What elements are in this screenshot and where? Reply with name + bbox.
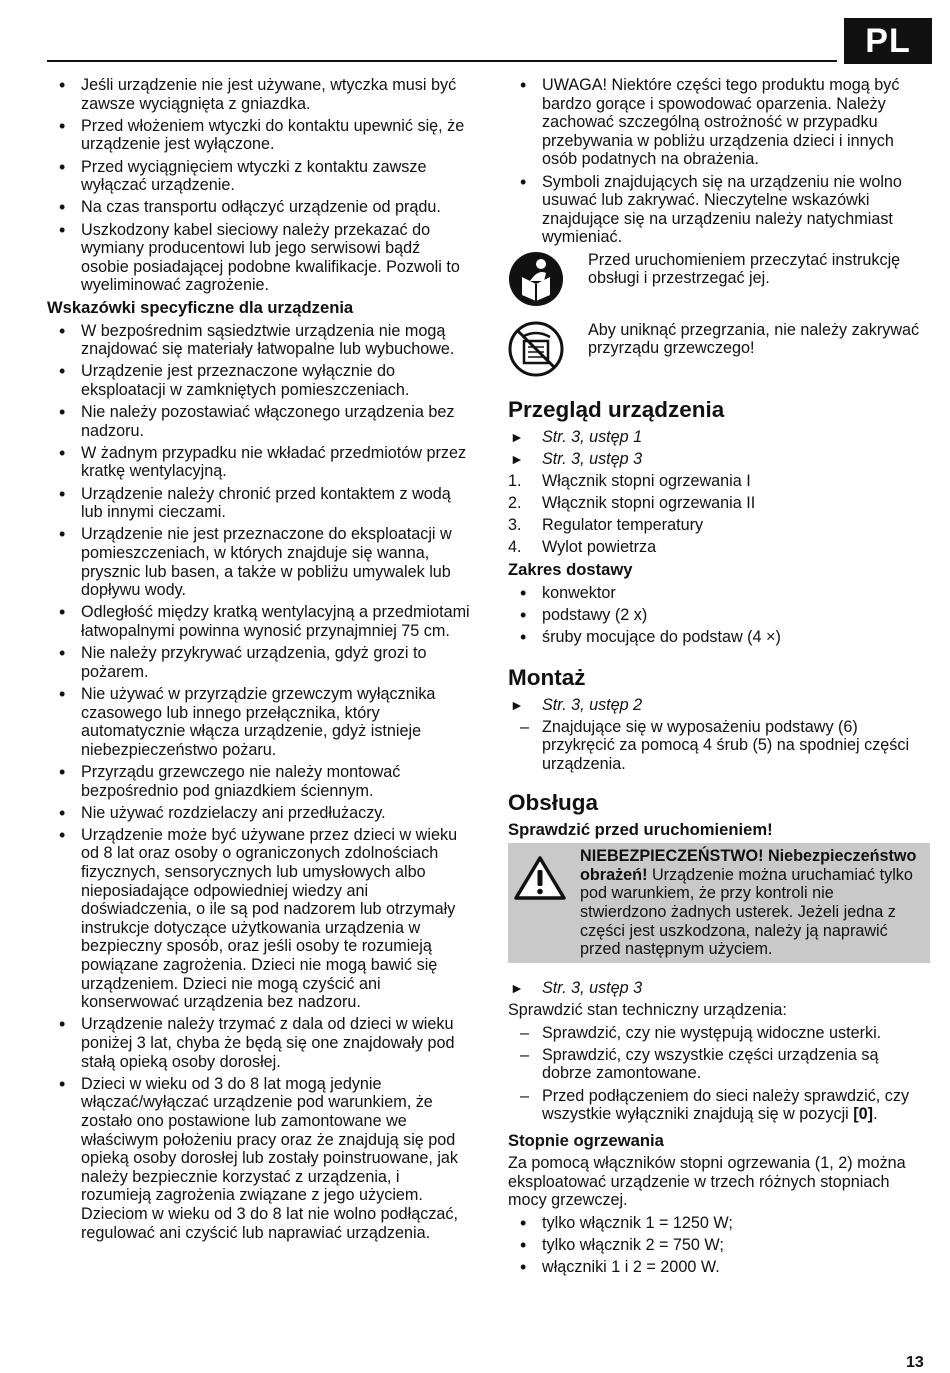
specific-notes-heading: Wskazówki specyficzne dla urządzenia [47,297,354,317]
list-item: • Nie używać rozdzielaczy ani przedłużaczy. [47,804,472,823]
operation-title: Obsługa [508,789,599,815]
check-intro: Sprawdzić stan techniczny urządzenia: [508,1000,787,1019]
heating-levels-intro: Za pomocą włączników stopni ogrzewania (1, 2) można eksploatować urządzenie w trzech różnych stopniach mocy grzewczej. [508,1154,906,1210]
list-item: – Przed podłączeniem do sieci należy sprawdzić, czy wszystkie wyłączniki znajdują się w pozycji [0]. [508,1087,930,1124]
heating-levels-heading: Stopnie ogrzewania [508,1130,664,1150]
header-rule [47,60,837,62]
list-item: – Sprawdzić, czy wszystkie części urządzenia są dobrze zamontowane. [508,1046,930,1083]
overview-refs [508,428,930,469]
list-item: • W żadnym przypadku nie wkładać przedmiotów przez kratkę wentylacyjną. [47,444,472,481]
list-item: • Nie używać w przyrządzie grzewczym wyłącznika czasowego lub innego przełącznika, który automatycznie włącza urządzenie, gdyż istnieje niebezpieczeństwo pożaru. [47,685,472,759]
list-item: • Przed wyciągnięciem wtyczki z kontaktu zawsze wyłączać urządzenie. [47,158,472,195]
specific-notes-list [47,322,472,1243]
operation-refs [508,979,930,998]
list-item: • Nie należy przykrywać urządzenia, gdyż grozi to pożarem. [47,644,472,681]
list-item: • konwektor [508,584,930,603]
symbol-read-manual [508,251,930,307]
check-list [508,1024,930,1124]
read-manual-icon [508,251,564,307]
list-item: • śruby mocujące do podstaw (4 ×) [508,628,930,647]
list-item: 4. Wylot powietrza [508,538,657,557]
figure-reference: ► Str. 3, ustęp 2 [508,696,930,715]
delivery-heading: Zakres dostawy [508,560,633,580]
figure-reference: ► Str. 3, ustęp 3 [508,979,930,998]
list-item: • Urządzenie należy chronić przed kontaktem z wodą lub innymi cieczami. [47,485,472,522]
list-item: 3. Regulator temperatury [508,516,704,535]
warning-text: NIEBEZPIECZEŃSTWO! Niebezpieczeństwo obrażeń! Urządzenie można uruchamiać tylko pod warunkiem, że przy kontroli nie stwierdzono żadnych usterek. Jeżeli jedna z części jest uszkodzona, należy ją naprawić przed następnym użyciem. [580,847,917,959]
assembly-title: Montaż [508,664,586,690]
symbol-text: Przed uruchomieniem przeczytać instrukcję obsługi i przestrzegać jej. [588,250,901,288]
list-item: • Symboli znajdujących się na urządzeniu nie wolno usuwać lub zakrywać. Nieczytelne wskazówki znajdujące się na urządzeniu należy natychmiast wymieniać. [508,173,930,247]
do-not-cover-icon [508,321,564,377]
right-column [508,76,930,1281]
list-item: 1. Włącznik stopni ogrzewania I [508,471,751,490]
delivery-list [508,584,930,647]
list-item: • włączniki 1 i 2 = 2000 W. [508,1258,930,1277]
list-item: • tylko włącznik 1 = 1250 W; [508,1214,930,1233]
heating-levels-list [508,1214,930,1277]
check-heading: Sprawdzić przed uruchomieniem! [508,819,773,839]
figure-reference: ► Str. 3, ustęp 3 [508,450,930,469]
list-item: • Na czas transportu odłączyć urządzenie od prądu. [47,198,472,217]
general-safety-list [47,76,472,295]
list-item: • UWAGA! Niektóre części tego produktu mogą być bardzo gorące i spowodować oparzenia. Należy zachować szczególną ostrożność w przypadku przebywania w pobliżu urządzenia dzieci i innych osób podatnych na obrażenia. [508,76,930,169]
list-item: – Znajdujące się w wyposażeniu podstawy (6) przykręcić za pomocą 4 śrub (5) na spodniej części urządzenia. [508,718,930,774]
figure-reference: ► Str. 3, ustęp 1 [508,428,930,447]
list-item: • Urządzenie należy trzymać z dala od dzieci w wieku poniżej 3 lat, chyba że będą się one znajdowały pod stałą opieką osoby dorosłej. [47,1015,472,1071]
assembly-steps [508,718,930,774]
list-item: – Sprawdzić, czy nie występują widoczne usterki. [508,1024,930,1043]
left-column [47,76,472,1246]
list-item: • Nie należy pozostawiać włączonego urządzenia bez nadzoru. [47,403,472,440]
list-item: • podstawy (2 x) [508,606,930,625]
language-badge: PL [844,18,932,64]
list-item: • Odległość między kratką wentylacyjną a przedmiotami łatwopalnymi powinna wynosić przynajmniej 75 cm. [47,603,472,640]
list-item: • Urządzenie jest przeznaczone wyłącznie do eksploatacji w zamkniętych pomieszczeniach. [47,362,472,399]
list-item: • Dzieci w wieku od 3 do 8 lat mogą jedynie włączać/wyłączać urządzenie pod warunkiem, że zostało ono postawione lub zamontowane we właściwym położeniu pracy oraz że znajdują się pod opieką osoby dorosłej lub zostały poinstruowane, jak należy bezpiecznie korzystać z urządzenia, i rozumieją zagrożenia związane z jego użyciem. Dzieciom w wieku od 3 do 8 lat nie wolno podłączać, regulować ani czyścić lub naprawiać urządzenia. [47,1075,472,1242]
overview-title: Przegląd urządzenia [508,396,725,422]
symbol-do-not-cover [508,321,930,377]
parts-list [508,472,930,557]
symbol-text: Aby uniknąć przegrzania, nie należy zakrywać przyrządu grzewczego! [588,320,920,358]
warning-list [508,76,930,247]
danger-warning-box [508,843,930,963]
list-item: • Jeśli urządzenie nie jest używane, wtyczka musi być zawsze wyciągnięta z gniazdka. [47,76,472,113]
list-item: • Urządzenie może być używane przez dzieci w wieku od 8 lat oraz osoby o ograniczonych zdolnościach fizycznych, sensorycznych lub umysłowych albo nieposiadające odpowiedniej wiedzy ani doświadczenia, o ile są pod nadzorem lub otrzymały instrukcje dotyczące użytkowania urządzenia w bezpieczny sposób, oraz jeśli osoby te rozumieją powiązane zagrożenia. Dzieci nie mogą bawić się urządzeniem. Dzieci nie mogą czyścić ani konserwować urządzenia bez nadzoru. [47,826,472,1012]
list-item: • Przyrządu grzewczego nie należy montować bezpośrednio pod gniazdkiem ściennym. [47,763,472,800]
list-item: • Urządzenie nie jest przeznaczone do eksploatacji w pomieszczeniach, w których znajduje się wanna, prysznic lub basen, a także w pobliżu umywalek lub dopływu wody. [47,525,472,599]
list-item: 2. Włącznik stopni ogrzewania II [508,494,756,513]
list-item: • tylko włącznik 2 = 750 W; [508,1236,930,1255]
list-item: • W bezpośrednim sąsiedztwie urządzenia nie mogą znajdować się materiały łatwopalne lub wybuchowe. [47,322,472,359]
list-item: • Przed włożeniem wtyczki do kontaktu upewnić się, że urządzenie jest wyłączone. [47,117,472,154]
page-number: 13 [906,1354,924,1371]
warning-triangle-icon [514,855,566,901]
list-item: • Uszkodzony kabel sieciowy należy przekazać do wymiany producentowi lub jego serwisowi bądź osobie posiadającej podobne kwalifikacje. Pozwoli to wyeliminować zagrożenie. [47,221,472,295]
assembly-refs [508,696,930,715]
